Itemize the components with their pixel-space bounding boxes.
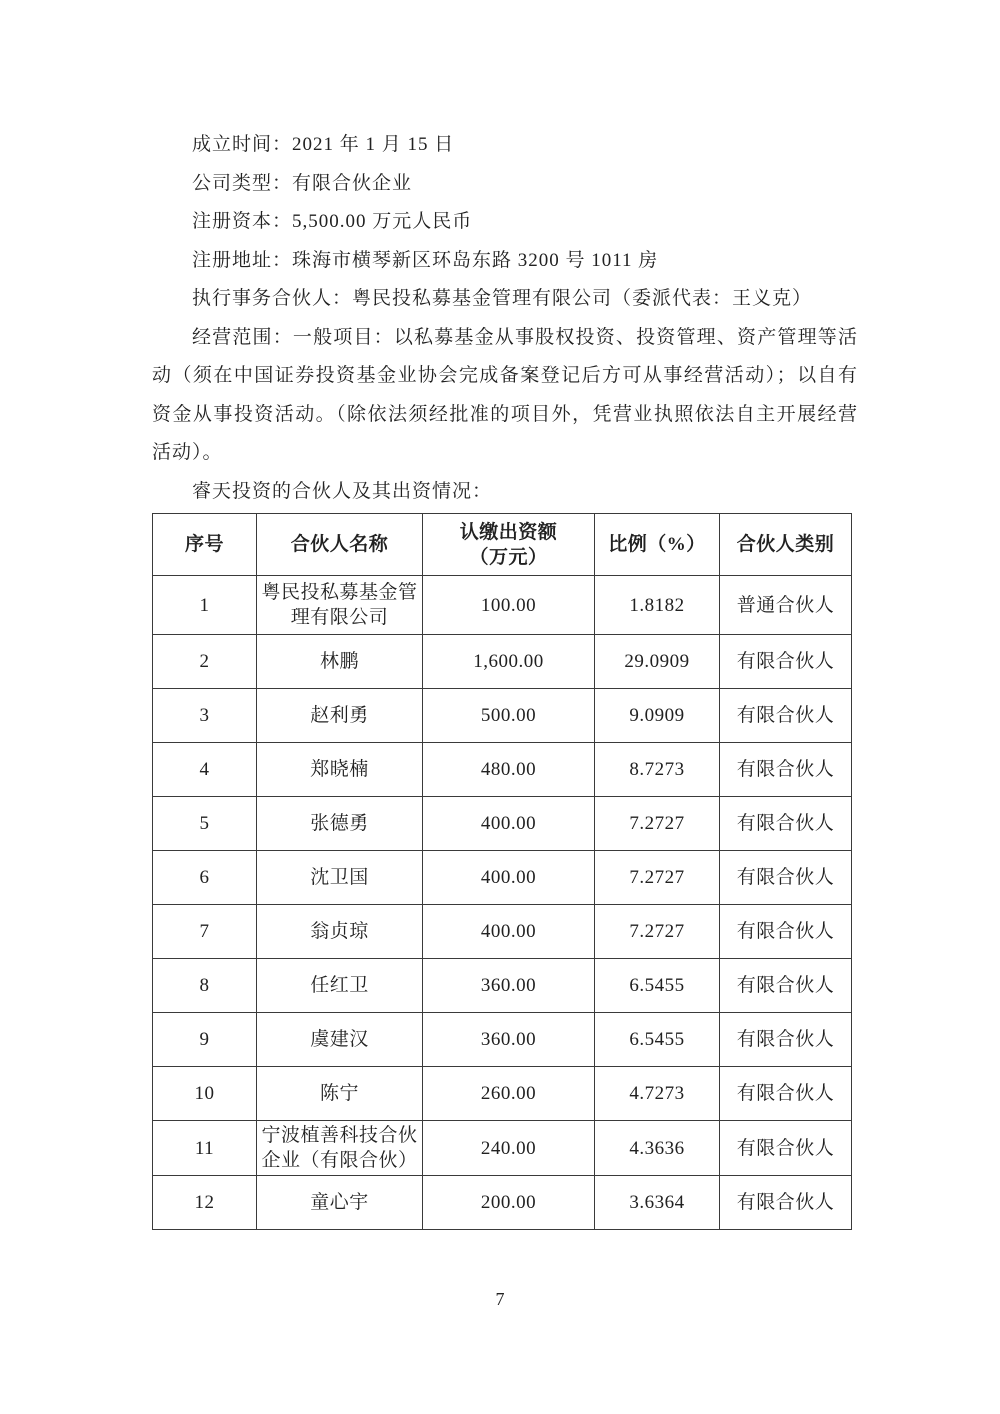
- header-no-label: 序号: [184, 534, 224, 555]
- header-subscribed-amount-unit: （万元）: [469, 546, 548, 568]
- cell-ratio: 4.7273: [595, 1067, 720, 1121]
- business-scope-line: 活动）。: [152, 442, 223, 463]
- cell-partner-type: 有限合伙人: [720, 1121, 852, 1176]
- cell-ratio: 8.7273: [595, 743, 720, 797]
- table-row: [153, 743, 852, 797]
- cell-partner-type: 有限合伙人: [720, 905, 852, 959]
- cell-partner-name: 张德勇: [257, 797, 423, 851]
- cell-no: 6: [153, 851, 257, 905]
- cell-partner-type: 有限合伙人: [720, 851, 852, 905]
- table-row: [153, 689, 852, 743]
- cell-no: 5: [153, 797, 257, 851]
- cell-no: 4: [153, 743, 257, 797]
- table-row: [153, 1067, 852, 1121]
- header-subscribed-amount: [423, 514, 595, 576]
- info-line-company-type: 公司类型：有限合伙企业: [192, 172, 413, 194]
- table-row: [153, 1013, 852, 1067]
- cell-partner-type: 有限合伙人: [720, 689, 852, 743]
- cell-amount: 480.00: [423, 743, 595, 797]
- cell-partner-type: 普通合伙人: [720, 576, 852, 635]
- page-number: 7: [495, 1289, 505, 1309]
- cell-partner-name: 林鹏: [257, 635, 423, 689]
- cell-amount: 200.00: [423, 1176, 595, 1230]
- cell-no: 3: [153, 689, 257, 743]
- cell-ratio: 9.0909: [595, 689, 720, 743]
- cell-amount: 500.00: [423, 689, 595, 743]
- cell-partner-type: 有限合伙人: [720, 1067, 852, 1121]
- partners-intro: 睿天投资的合伙人及其出资情况：: [192, 480, 493, 502]
- table-row: [153, 905, 852, 959]
- cell-partner-name: 宁波植善科技合伙企业（有限合伙）: [257, 1121, 423, 1176]
- cell-no: 7: [153, 905, 257, 959]
- cell-ratio: 7.2727: [595, 851, 720, 905]
- info-line-registered-address: 注册地址：珠海市横琴新区环岛东路 3200 号 1011 房: [192, 249, 659, 271]
- cell-no: 12: [153, 1176, 257, 1230]
- cell-partner-type: 有限合伙人: [720, 959, 852, 1013]
- cell-partner-name: 陈宁: [257, 1067, 423, 1121]
- business-scope-line: 动（须在中国证券投资基金业协会完成备案登记后方可从事经营活动）；以自有: [152, 365, 858, 386]
- cell-partner-name: 童心宇: [257, 1176, 423, 1230]
- info-line-executive-partner: 执行事务合伙人：粤民投私募基金管理有限公司（委派代表：王义克）: [192, 288, 813, 309]
- cell-amount: 360.00: [423, 959, 595, 1013]
- cell-amount: 400.00: [423, 851, 595, 905]
- cell-ratio: 6.5455: [595, 959, 720, 1013]
- cell-partner-name: 翁贞琼: [257, 905, 423, 959]
- header-ratio: [595, 514, 720, 576]
- cell-no: 2: [153, 635, 257, 689]
- table-header-row: [153, 514, 852, 576]
- cell-ratio: 29.0909: [595, 635, 720, 689]
- cell-partner-name: 粤民投私募基金管理有限公司: [257, 576, 423, 635]
- cell-ratio: 6.5455: [595, 1013, 720, 1067]
- cell-no: 1: [153, 576, 257, 635]
- table-body: [153, 576, 852, 1230]
- cell-partner-name: 任红卫: [257, 959, 423, 1013]
- cell-amount: 400.00: [423, 797, 595, 851]
- header-partner-type: [720, 514, 852, 576]
- header-ratio-label: 比例（%）: [608, 534, 706, 555]
- header-subscribed-amount-label: 认缴出资额: [459, 521, 558, 543]
- cell-partner-type: 有限合伙人: [720, 1176, 852, 1230]
- cell-partner-type: 有限合伙人: [720, 743, 852, 797]
- cell-partner-type: 有限合伙人: [720, 797, 852, 851]
- header-partner-type-label: 合伙人类别: [736, 534, 835, 555]
- cell-amount: 1,600.00: [423, 635, 595, 689]
- header-partner-name-label: 合伙人名称: [290, 534, 389, 555]
- cell-no: 8: [153, 959, 257, 1013]
- cell-amount: 400.00: [423, 905, 595, 959]
- cell-no: 9: [153, 1013, 257, 1067]
- header-no: [153, 514, 257, 576]
- cell-amount: 240.00: [423, 1121, 595, 1176]
- cell-ratio: 1.8182: [595, 576, 720, 635]
- cell-partner-name: 虞建汉: [257, 1013, 423, 1067]
- info-line-registered-capital: 注册资本：5,500.00 万元人民币: [192, 211, 473, 232]
- table-row: [153, 797, 852, 851]
- cell-amount: 100.00: [423, 576, 595, 635]
- cell-ratio: 7.2727: [595, 905, 720, 959]
- cell-partner-name: 郑晓楠: [257, 743, 423, 797]
- page-content: [152, 126, 858, 1230]
- cell-partner-name: 沈卫国: [257, 851, 423, 905]
- cell-ratio: 7.2727: [595, 797, 720, 851]
- table-row: [153, 635, 852, 689]
- table-row: [153, 1121, 852, 1176]
- cell-amount: 260.00: [423, 1067, 595, 1121]
- cell-no: 10: [153, 1067, 257, 1121]
- business-scope-line: 资金从事投资活动。（除依法须经批准的项目外，凭营业执照依法自主开展经营: [152, 403, 858, 425]
- table-row: [153, 851, 852, 905]
- header-partner-name: [257, 514, 423, 576]
- cell-ratio: 4.3636: [595, 1121, 720, 1176]
- cell-partner-type: 有限合伙人: [720, 1013, 852, 1067]
- partners-table: [152, 513, 852, 1230]
- cell-ratio: 3.6364: [595, 1176, 720, 1230]
- info-line-established-date: 成立时间：2021 年 1 月 15 日: [192, 134, 455, 155]
- table-row: [153, 576, 852, 635]
- cell-no: 11: [153, 1121, 257, 1176]
- table-row: [153, 959, 852, 1013]
- cell-partner-type: 有限合伙人: [720, 635, 852, 689]
- table-row: [153, 1176, 852, 1230]
- cell-partner-name: 赵利勇: [257, 689, 423, 743]
- business-scope-line: 经营范围：一般项目：以私募基金从事股权投资、投资管理、资产管理等活: [192, 326, 858, 348]
- cell-amount: 360.00: [423, 1013, 595, 1067]
